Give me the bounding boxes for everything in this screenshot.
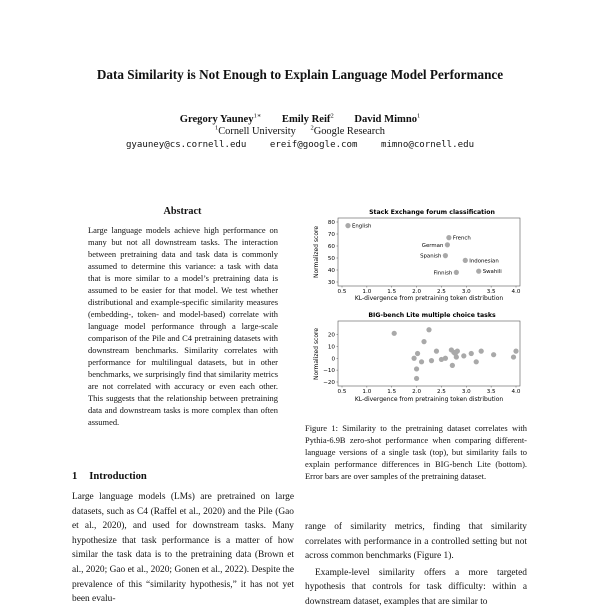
y-tick-label: 10 [327, 344, 335, 351]
chart-top-xlabel: KL-divergence from pretraining token distribution [354, 295, 504, 302]
abstract-text: Large language models achieve high performance on many but not all downstream tasks. The interaction between pretraining data and task data is commonly assumed to determine this variance: a task with data that is more similar to a model’s pretraining data is assumed to be easier for that model. We test whether distributional and example-specific similarity measures (embedding-, token- and model-based) correlate with language model performance through a large-scale comparison of the Pile and C4 pretraining datasets with downstream benchmarks. Similarity correlates with performance for multilingual datasets, but in other benchmarks, we surprisingly find that similarity metrics are not correlated with accuracy or even each other. This suggests that the relationship between pretraining data and downstream tasks is more complex than often assumed. [88, 225, 278, 427]
email-list [0, 140, 600, 150]
author-3: David Mimno$^1$ [354, 112, 421, 125]
data-point [414, 376, 419, 381]
paper-title: Data Similarity is Not Enough to Explain Language Model Performance [96, 67, 504, 82]
chart-bottom-ylabel: Normalized score [313, 327, 320, 381]
x-tick-label: 4.0 [511, 289, 521, 295]
chart-bottom [313, 312, 521, 403]
chart-top-ylabel: Normalized score [313, 225, 320, 279]
data-point [513, 349, 518, 354]
data-point [421, 339, 426, 344]
x-tick-label: 1.0 [362, 289, 372, 295]
email-2[interactable]: ereif@google.com [269, 140, 358, 150]
y-tick-label: 60 [327, 244, 335, 250]
data-point [474, 359, 479, 364]
data-point [443, 253, 448, 258]
chart-bottom-title: BIG-bench Lite multiple choice tasks [368, 312, 496, 319]
x-tick-label: 3.0 [461, 389, 471, 395]
y-tick-label: 40 [327, 268, 335, 274]
chart-top-x-ticks [338, 286, 521, 295]
abstract-heading: Abstract [163, 206, 202, 217]
x-tick-label: 1.5 [387, 289, 397, 295]
chart-bottom-xlabel: KL-divergence from pretraining token distribution [354, 396, 504, 403]
chart-bottom-x-ticks [338, 386, 521, 395]
y-tick-label: 30 [327, 280, 335, 286]
x-tick-label: 1.0 [362, 389, 372, 395]
data-point [434, 349, 439, 354]
affiliation-list [0, 125, 600, 137]
x-tick-label: 2.5 [436, 389, 446, 395]
data-point [415, 351, 420, 356]
point-label: Swahili [482, 269, 502, 276]
y-tick-label: 80 [327, 220, 335, 226]
y-tick-label: 50 [327, 256, 335, 262]
x-tick-label: 2.5 [436, 289, 446, 295]
data-point [479, 349, 484, 354]
y-tick-label: −10 [323, 368, 335, 375]
data-point [446, 235, 451, 240]
x-tick-label: 3.0 [461, 289, 471, 295]
y-tick-label: 20 [327, 332, 335, 339]
x-tick-label: 0.5 [337, 389, 347, 395]
data-point [476, 269, 481, 274]
point-label: Indonesian [469, 258, 499, 265]
section-number: 1 [72, 471, 78, 482]
x-tick-label: 0.5 [337, 289, 347, 295]
x-tick-label: 3.5 [486, 289, 496, 295]
paragraph-2: Example-level similarity offers a more targeted hypothesis that controls for task difficulty: within a downstream dataset, examples that are similar to [305, 567, 527, 607]
data-point [450, 363, 455, 368]
x-tick-label: 2.0 [412, 289, 422, 295]
data-point [461, 353, 466, 358]
right-column-text [305, 520, 527, 610]
figure-1 [304, 204, 530, 416]
y-tick-label: 0 [331, 356, 335, 363]
data-point [454, 270, 459, 275]
data-point [411, 356, 416, 361]
data-point [419, 359, 424, 364]
email-3[interactable]: mimno@cornell.edu [380, 140, 475, 150]
section-heading-introduction [72, 471, 147, 482]
data-point [443, 356, 448, 361]
data-point [345, 223, 350, 228]
point-label: German [421, 242, 444, 249]
x-tick-label: 1.5 [387, 389, 397, 395]
chart-top-title: Stack Exchange forum classification [369, 209, 495, 216]
x-tick-label: 3.5 [486, 389, 496, 395]
point-label: Spanish [420, 253, 442, 260]
point-label: French [452, 235, 471, 242]
data-point [429, 358, 434, 363]
author-list [0, 111, 600, 125]
y-tick-label: 70 [327, 232, 335, 238]
paragraph-1: range of similarity metrics, finding that similarity correlates with performance in a controlled setting but not across common benchmarks (Figure 1). [305, 522, 527, 562]
point-label: English [351, 223, 372, 230]
data-point [511, 354, 516, 359]
x-tick-label: 2.0 [412, 389, 422, 395]
data-point [426, 327, 431, 332]
data-point [454, 354, 459, 359]
figure-caption: Figure 1: Similarity to the pretraining dataset correlates with Pythia-6.9B zero-shot performance when comparing different-language versions of a single task (top), but similarity fails to explain performance differences in BIG-bench Lite (bottom). Error bars are over samples of the pretraining dataset. [305, 423, 527, 481]
data-point [392, 331, 397, 336]
data-point [491, 352, 496, 357]
introduction-text: Large language models (LMs) are pretrained on large datasets, such as C4 (Raffel et al., 2020) and the Pile (Gao et al., 2020), and used for downstream tasks. Many hypothesize that task performance is a matter of how similar the task data is to the pretraining data (Brown et al., 2020; Gao et al., 2020; Gonen et al., 2022). Despite the prevalence of this “similarity hypothesis,” it has not yet been evalu- [72, 492, 294, 605]
author-2: Emily Reif$^2$ [281, 112, 334, 125]
chart-top [313, 209, 521, 302]
data-point [469, 351, 474, 356]
point-label: Finnish [433, 270, 453, 277]
y-tick-label: −20 [323, 380, 335, 386]
x-tick-label: 4.0 [511, 389, 521, 395]
data-point [445, 242, 450, 247]
data-point [414, 366, 419, 371]
chart-bottom-y-ticks [323, 333, 338, 387]
author-1: Gregory Yauney$^{1∗}$ [179, 112, 262, 125]
chart-top-y-ticks [328, 220, 338, 286]
section-title: Introduction [89, 471, 147, 482]
email-1[interactable]: gyauney@cs.cornell.edu [125, 140, 247, 150]
data-point [455, 349, 460, 354]
affiliation-1: $^1$Cornell University [214, 125, 296, 138]
data-point [463, 258, 468, 263]
affiliation-2: $^2$Google Research [310, 125, 385, 138]
